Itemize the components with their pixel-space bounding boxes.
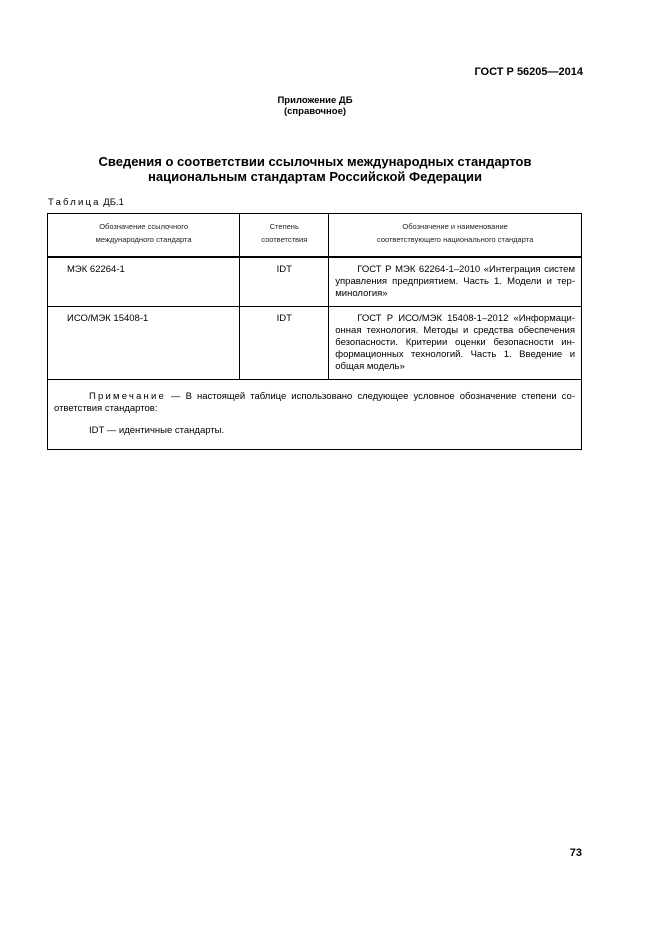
table-caption	[48, 197, 124, 208]
table-caption-word: Таблица	[48, 197, 101, 208]
column-header-international: Обозначение ссылочного международного стандарта	[48, 214, 240, 258]
international-code: МЭК 62264-1	[48, 257, 240, 307]
degree-of-correspondence: IDT	[240, 257, 329, 307]
appendix-subtitle: (справочное)	[283, 106, 347, 117]
note-label: Примечание	[89, 391, 166, 402]
section-title-line-1: Сведения о соответствии ссылочных международных стандартов	[98, 154, 532, 169]
degree-of-correspondence: IDT	[240, 307, 329, 380]
national-standard: ГОСТ Р ИСО/МЭК 15408-1–2012 «Информационная технология. Методы и средства обеспечения безопасности. Критерии оценки безопасности информационных технологий. Часть 1. Введение и общая модель»	[329, 307, 582, 380]
column-header-degree: Степень соответствия	[240, 214, 329, 258]
table-caption-id: ДБ.1	[103, 197, 124, 208]
section-title	[0, 154, 630, 184]
international-code: ИСО/МЭК 15408-1	[48, 307, 240, 380]
note-legend: IDT — идентичные стандарты.	[89, 425, 225, 436]
table-row	[48, 307, 582, 380]
section-title-line-2: национальным стандартам Российской Федерации	[148, 169, 482, 184]
column-header-national: Обозначение и наименование соответствующего национального стандарта	[329, 214, 582, 258]
note-text: Примечание — В настоящей таблице использовано следующее условное обозначение степени соответствия стандартов:	[54, 391, 575, 414]
document-code: ГОСТ Р 56205—2014	[474, 66, 583, 78]
page-number: 73	[569, 847, 582, 859]
table-header-row	[48, 214, 582, 258]
table-note	[48, 380, 582, 450]
national-standard: ГОСТ Р МЭК 62264-1–2010 «Интеграция систем управления предприятием. Часть 1. Модели и терминология»	[329, 257, 582, 307]
appendix-heading	[0, 95, 630, 117]
correspondence-table	[47, 213, 582, 450]
table-note-row	[48, 380, 582, 450]
table-row	[48, 257, 582, 307]
appendix-title: Приложение ДБ	[277, 95, 353, 106]
